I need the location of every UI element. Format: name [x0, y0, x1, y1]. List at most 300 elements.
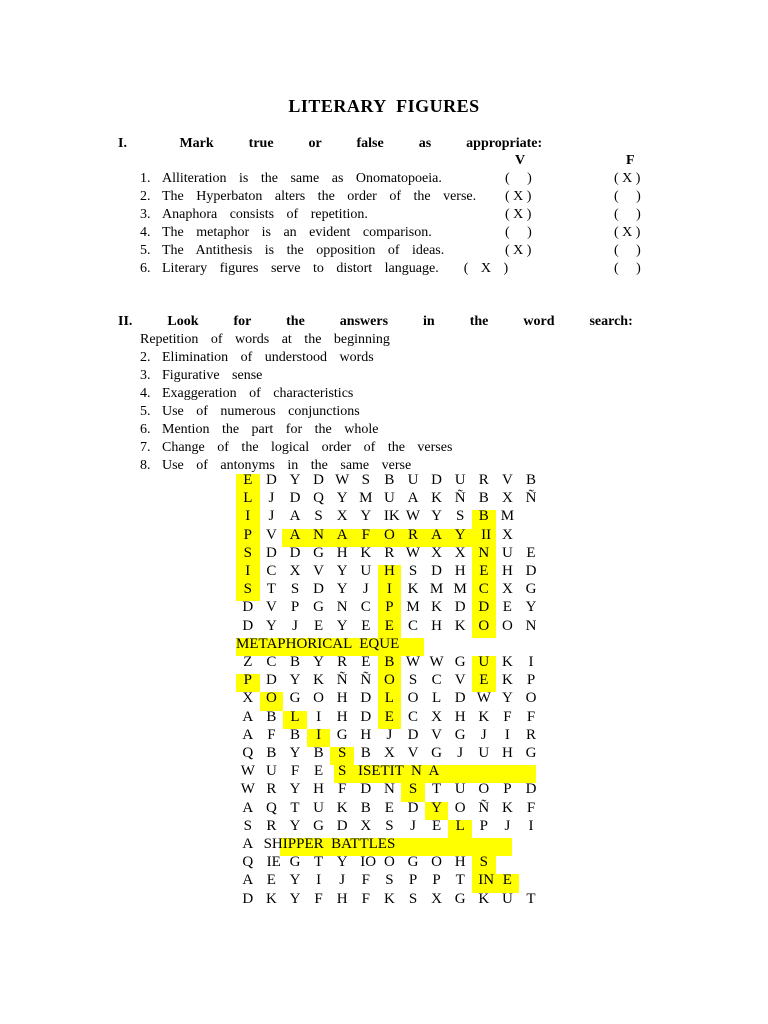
grid-cell: A	[289, 508, 301, 525]
grid-cell: Ñ	[525, 490, 537, 507]
grid-cell: E	[526, 544, 536, 561]
grid-cell: L	[455, 817, 465, 834]
grid-cell: W	[335, 472, 350, 488]
grid-cell: Y	[289, 472, 301, 488]
grid-cell: C	[266, 563, 277, 579]
grid-cell: O	[407, 690, 419, 707]
grid-cell: D	[242, 617, 254, 634]
grid-cell: J	[339, 872, 346, 889]
grid-cell: Ñ	[478, 799, 490, 816]
clue-number: 5.	[140, 404, 151, 419]
grid-cell: K	[501, 654, 513, 670]
column-v-label: V	[515, 153, 526, 168]
grid-cell: D	[525, 781, 537, 798]
grid-cell: U	[501, 890, 513, 907]
grid-cell: A	[242, 726, 254, 743]
grid-cell: B	[266, 708, 277, 725]
item-number: 5.	[140, 243, 151, 258]
grid-cell: G	[313, 599, 325, 616]
grid-cell: J	[457, 745, 464, 761]
grid-cell: G	[525, 581, 537, 598]
grid-cell: X	[289, 563, 301, 579]
grid-cell: E	[384, 708, 394, 725]
grid-cell: S	[361, 472, 370, 488]
grid-cell: W	[240, 763, 255, 780]
statement-text: The Hyperbaton alters the order of the verse.	[162, 189, 477, 204]
grid-cell: F	[526, 799, 536, 816]
grid-cell: E	[384, 799, 394, 816]
answer-true: ( X )	[505, 243, 532, 258]
grid-cell: U	[407, 472, 419, 488]
item-number: 3.	[140, 207, 151, 222]
grid-cell: Y	[454, 526, 466, 543]
grid-cell: O	[383, 672, 395, 689]
grid-cell: D	[289, 544, 301, 561]
grid-cell: H	[454, 708, 466, 725]
grid-cell: IN	[478, 872, 495, 889]
answer-false: ( X )	[614, 225, 641, 240]
grid-cell: H	[336, 690, 348, 707]
grid-cell: D	[478, 599, 490, 616]
item-number: 6.	[140, 261, 151, 276]
grid-cell: I	[504, 726, 510, 743]
grid-cell: X	[431, 544, 443, 561]
grid-cell: D	[265, 544, 277, 561]
grid-cell: K	[407, 581, 419, 598]
answer-false: ( )	[614, 261, 641, 276]
grid-cell: A	[242, 708, 254, 725]
clue-text: Mention the part for the whole	[162, 422, 379, 437]
grid-cell: R	[407, 526, 418, 543]
grid-cell: K	[501, 672, 513, 689]
grid-cell: H	[501, 563, 513, 579]
grid-cell: N	[336, 599, 348, 616]
grid-cell: N	[383, 781, 395, 798]
grid-cell: C	[407, 617, 418, 634]
grid-cell: Y	[336, 490, 348, 507]
grid-cell: B	[289, 726, 300, 743]
grid-cell: W	[476, 690, 491, 707]
clue-number: 2.	[140, 350, 151, 365]
grid-cell: X	[242, 690, 254, 707]
grid-cell: P	[503, 781, 512, 798]
grid-cell: O	[313, 690, 325, 707]
grid-cell: II	[481, 526, 492, 543]
grid-cell: E	[266, 872, 276, 889]
grid-cell: H	[431, 617, 443, 634]
grid-cell: C	[407, 708, 418, 725]
grid-cell: Y	[289, 745, 301, 761]
clue-text: Figurative sense	[162, 368, 263, 383]
grid-cell: E	[479, 672, 489, 689]
grid-cell: E	[502, 599, 512, 616]
grid-cell: C	[478, 581, 489, 598]
statement-text: The metaphor is an evident comparison.	[162, 225, 432, 240]
grid-cell: P	[290, 599, 300, 616]
grid-cell: IK	[383, 508, 400, 525]
grid-cell: B	[478, 490, 489, 507]
grid-cell: S	[243, 581, 252, 598]
grid-cell: O	[525, 690, 537, 707]
grid-cell: R	[478, 472, 489, 488]
grid-cell: P	[243, 672, 252, 689]
grid-cell: H	[336, 708, 348, 725]
grid-cell: B	[289, 654, 300, 670]
grid-cell: Ñ	[336, 672, 348, 689]
grid-cell: I	[316, 872, 322, 889]
grid-cell: X	[383, 745, 395, 761]
grid-cell: E	[243, 472, 253, 488]
grid-cell: I	[386, 581, 392, 598]
grid-cell: T	[266, 581, 276, 598]
grid-cell: X	[431, 708, 443, 725]
grid-cell: K	[478, 708, 490, 725]
item-number: 4.	[140, 225, 151, 240]
grid-cell: N	[525, 617, 537, 634]
column-f-label: F	[626, 153, 635, 168]
grid-cell: X	[431, 890, 443, 907]
grid-cell: T	[314, 854, 324, 871]
grid-cell: A	[289, 526, 301, 543]
grid-cell: D	[360, 708, 372, 725]
grid-cell: V	[313, 563, 325, 579]
grid-cell: D	[313, 472, 325, 488]
grid-cell: H	[336, 544, 348, 561]
grid-cell: S	[408, 672, 418, 689]
answer-true: ( X )	[505, 207, 532, 222]
grid-cell: F	[267, 726, 276, 743]
grid-cell: Q	[242, 854, 254, 871]
grid-cell: P	[432, 872, 441, 889]
grid-cell: K	[313, 672, 325, 689]
grid-cell: D	[407, 726, 419, 743]
grid-cell: S	[385, 872, 394, 889]
grid-cell: Y	[336, 617, 348, 634]
grid-cell: Y	[313, 654, 325, 670]
grid-cell: K	[454, 617, 466, 634]
grid-cell: P	[408, 872, 418, 889]
grid-cell: U	[454, 781, 466, 798]
grid-cell: I	[245, 563, 251, 579]
grid-cell: Y	[431, 508, 443, 525]
clue-number: 7.	[140, 440, 151, 455]
grid-cell: H	[454, 563, 466, 579]
grid-cell: Y	[289, 890, 301, 907]
grid-cell: IO	[360, 854, 377, 871]
grid-cell: R	[525, 726, 536, 743]
grid-cell: D	[289, 490, 301, 507]
grid-cell: V	[265, 599, 277, 616]
grid-cell: A	[242, 872, 254, 889]
clue-text: Exaggeration of characteristics	[162, 386, 354, 401]
grid-cell: U	[265, 763, 277, 780]
grid-cell: IE	[266, 854, 281, 871]
grid-cell: X	[336, 508, 348, 525]
grid-cell: B	[525, 472, 536, 488]
grid-cell: A	[242, 836, 254, 852]
grid-cell: W	[405, 508, 421, 525]
grid-cell: J	[480, 726, 487, 743]
grid-cell: S	[456, 508, 465, 525]
clue-text: Change of the logical order of the verses	[162, 440, 453, 455]
grid-cell: Y	[525, 599, 537, 616]
grid-cell: W	[240, 781, 255, 798]
grid-cell: E	[361, 617, 371, 634]
statement-text: The Antithesis is the opposition of ideas.	[162, 243, 445, 258]
grid-cell: S	[338, 763, 347, 780]
grid-cell: U	[478, 745, 490, 761]
grid-cell: E	[314, 617, 324, 634]
grid-cell: D	[313, 581, 325, 598]
grid-cell: P	[385, 599, 394, 616]
grid-cell: A	[431, 526, 443, 543]
grid-cell: X	[454, 544, 466, 561]
grid-cell: G	[525, 745, 537, 761]
grid-cell: B	[266, 745, 277, 761]
grid-cell: O	[265, 690, 277, 707]
grid-cell: L	[432, 690, 442, 707]
grid-cell: S	[338, 745, 347, 761]
grid-cell: K	[431, 490, 443, 507]
grid-cell: R	[337, 654, 348, 670]
grid-cell: SHIPPER BATTLES	[263, 836, 396, 852]
grid-cell: U	[313, 799, 325, 816]
grid-cell: J	[268, 508, 275, 525]
page-title: LITERARY FIGURES	[288, 96, 480, 116]
grid-cell: Y	[501, 690, 513, 707]
grid-cell: G	[407, 854, 419, 871]
grid-cell: I	[528, 817, 534, 834]
grid-cell: M	[429, 581, 444, 598]
grid-cell: U	[478, 654, 490, 670]
clue-text: Elimination of understood words	[162, 350, 374, 365]
grid-cell: T	[290, 799, 300, 816]
grid-cell: H	[313, 781, 325, 798]
grid-cell: G	[313, 544, 325, 561]
grid-cell: L	[243, 490, 253, 507]
grid-cell: E	[361, 654, 371, 670]
grid-cell: D	[336, 817, 348, 834]
grid-cell: K	[431, 599, 443, 616]
grid-cell: Y	[265, 617, 277, 634]
grid-cell: G	[431, 745, 443, 761]
grid-cell: B	[384, 654, 395, 670]
grid-cell: S	[385, 817, 394, 834]
grid-cell: H	[501, 745, 513, 761]
grid-cell: M	[453, 581, 467, 598]
grid-cell: S	[314, 508, 323, 525]
grid-cell: O	[501, 617, 513, 634]
grid-cell: W	[405, 544, 421, 561]
grid-cell: B	[360, 745, 371, 761]
grid-row-word: METAPHORICAL EQUE	[236, 635, 400, 652]
grid-cell: E	[479, 563, 489, 579]
grid-cell: F	[526, 708, 536, 725]
grid-cell: Q	[313, 490, 325, 507]
item-number: 2.	[140, 189, 151, 204]
grid-cell: R	[266, 817, 277, 834]
item-number: 1.	[140, 171, 151, 186]
grid-cell: O	[478, 617, 490, 634]
grid-cell: C	[266, 654, 277, 670]
grid-cell: M	[359, 490, 373, 507]
clue-number: 8.	[140, 458, 151, 473]
grid-cell: P	[479, 817, 488, 834]
clue-text: Repetition of words at the beginning	[140, 332, 390, 347]
grid-cell: F	[290, 763, 300, 780]
grid-cell: K	[478, 890, 490, 907]
grid-cell: Y	[289, 872, 301, 889]
grid-cell: J	[410, 817, 416, 834]
grid-cell: F	[314, 890, 323, 907]
grid-cell: Ñ	[360, 672, 372, 689]
grid-cell: V	[454, 672, 466, 689]
grid-cell: S	[243, 817, 252, 834]
grid-cell: O	[383, 854, 395, 871]
grid-cell: N	[478, 544, 490, 561]
grid-cell: X	[501, 526, 513, 543]
grid-cell: U	[454, 472, 466, 488]
grid-cell: K	[383, 890, 395, 907]
grid-cell: G	[289, 854, 301, 871]
grid-cell: I	[316, 708, 322, 725]
grid-cell: B	[384, 472, 395, 488]
grid-cell: H	[454, 854, 466, 871]
grid-cell: S	[408, 781, 418, 798]
grid-cell: T	[455, 872, 465, 889]
section-2-heading: II. Look for the answers in the word search:	[118, 314, 633, 329]
grid-cell: O	[454, 799, 466, 816]
grid-cell: J	[386, 726, 393, 743]
grid-cell: U	[360, 563, 372, 579]
grid-cell: W	[405, 654, 421, 670]
grid-cell: O	[383, 526, 395, 543]
grid-cell: X	[360, 817, 372, 834]
grid-cell: H	[383, 563, 395, 579]
grid-cell: L	[384, 690, 394, 707]
grid-cell: E	[502, 872, 512, 889]
grid-cell: V	[431, 726, 443, 743]
grid-cell: X	[501, 490, 513, 507]
grid-cell: G	[454, 726, 466, 743]
grid-cell: D	[265, 472, 277, 488]
grid-cell: D	[360, 690, 372, 707]
grid-cell: D	[525, 563, 537, 579]
grid-cell: C	[360, 599, 371, 616]
grid-cell: D	[454, 599, 466, 616]
grid-cell: E	[432, 817, 442, 834]
grid-cell: V	[407, 745, 419, 761]
grid-cell: G	[289, 690, 301, 707]
statement-text: Anaphora consists of repetition.	[162, 207, 368, 222]
grid-cell: H	[360, 726, 372, 743]
answer-false: ( )	[614, 189, 641, 204]
grid-cell: V	[265, 526, 277, 543]
grid-cell: A	[242, 799, 254, 816]
grid-cell: V	[501, 472, 513, 488]
grid-cell: K	[360, 544, 372, 561]
grid-cell: J	[504, 817, 511, 834]
grid-cell: F	[338, 781, 347, 798]
grid-cell: Y	[431, 799, 443, 816]
grid-cell: U	[383, 490, 395, 507]
clue-text: Use of antonyms in the same verse	[162, 458, 412, 473]
grid-cell: R	[266, 781, 277, 798]
grid-cell: S	[479, 854, 488, 871]
grid-cell: O	[431, 854, 443, 871]
clue-number: 3.	[140, 368, 151, 383]
grid-cell: D	[265, 672, 277, 689]
grid-cell: D	[454, 690, 466, 707]
grid-cell: T	[526, 890, 536, 907]
clue-number: 4.	[140, 386, 151, 401]
section-1-heading: I. Mark true or false as appropriate:	[118, 136, 543, 151]
grid-cell: I	[528, 654, 534, 670]
answer-true: ( )	[505, 225, 532, 240]
grid-cell: L	[290, 708, 300, 725]
grid-cell: R	[384, 544, 395, 561]
grid-cell: F	[361, 890, 370, 907]
grid-cell: H	[336, 890, 348, 907]
grid-cell: F	[361, 872, 370, 889]
grid-cell: Q	[265, 799, 277, 816]
grid-cell: D	[431, 472, 443, 488]
answer-false: ( X )	[614, 171, 641, 186]
grid-cell: O	[478, 781, 490, 798]
grid-cell: ISETIT N A	[358, 763, 440, 780]
answer-false: ( )	[614, 207, 641, 222]
grid-cell: T	[432, 781, 442, 798]
grid-cell: X	[501, 581, 513, 598]
grid-cell: S	[243, 544, 252, 561]
grid-cell: A	[407, 490, 419, 507]
grid-cell: I	[245, 508, 251, 525]
grid-cell: S	[408, 890, 418, 907]
grid-cell: J	[268, 490, 275, 507]
grid-cell: W	[429, 654, 444, 670]
grid-cell: J	[292, 617, 298, 634]
grid-cell: G	[454, 654, 466, 670]
grid-cell: P	[243, 526, 252, 543]
statement-text: Alliteration is the same as Onomatopoeia.	[162, 171, 442, 186]
statement-text: Literary figures serve to distort language. ( X )	[162, 261, 509, 276]
grid-cell: U	[501, 544, 513, 561]
grid-cell: E	[384, 617, 394, 634]
grid-cell: I	[316, 726, 322, 743]
grid-cell: D	[242, 599, 254, 616]
grid-cell: K	[265, 890, 277, 907]
grid-cell: D	[360, 781, 372, 798]
grid-cell: Y	[289, 817, 301, 834]
grid-cell: G	[336, 726, 348, 743]
grid-cell: N	[313, 526, 325, 543]
grid-cell: Y	[289, 781, 301, 798]
grid-cell: S	[290, 581, 300, 598]
grid-cell: Y	[336, 854, 348, 871]
grid-cell: Q	[242, 745, 254, 761]
grid-cell: Y	[360, 508, 372, 525]
grid-cell: J	[362, 581, 369, 598]
grid-cell: Y	[336, 563, 348, 579]
grid-cell: D	[431, 563, 443, 579]
answer-true: ( )	[505, 171, 532, 186]
grid-cell: D	[407, 799, 419, 816]
grid-cell: Z	[243, 654, 253, 670]
grid-cell: B	[360, 799, 371, 816]
grid-cell: P	[526, 672, 536, 689]
grid-cell: K	[501, 799, 513, 816]
grid-cell: M	[406, 599, 420, 616]
